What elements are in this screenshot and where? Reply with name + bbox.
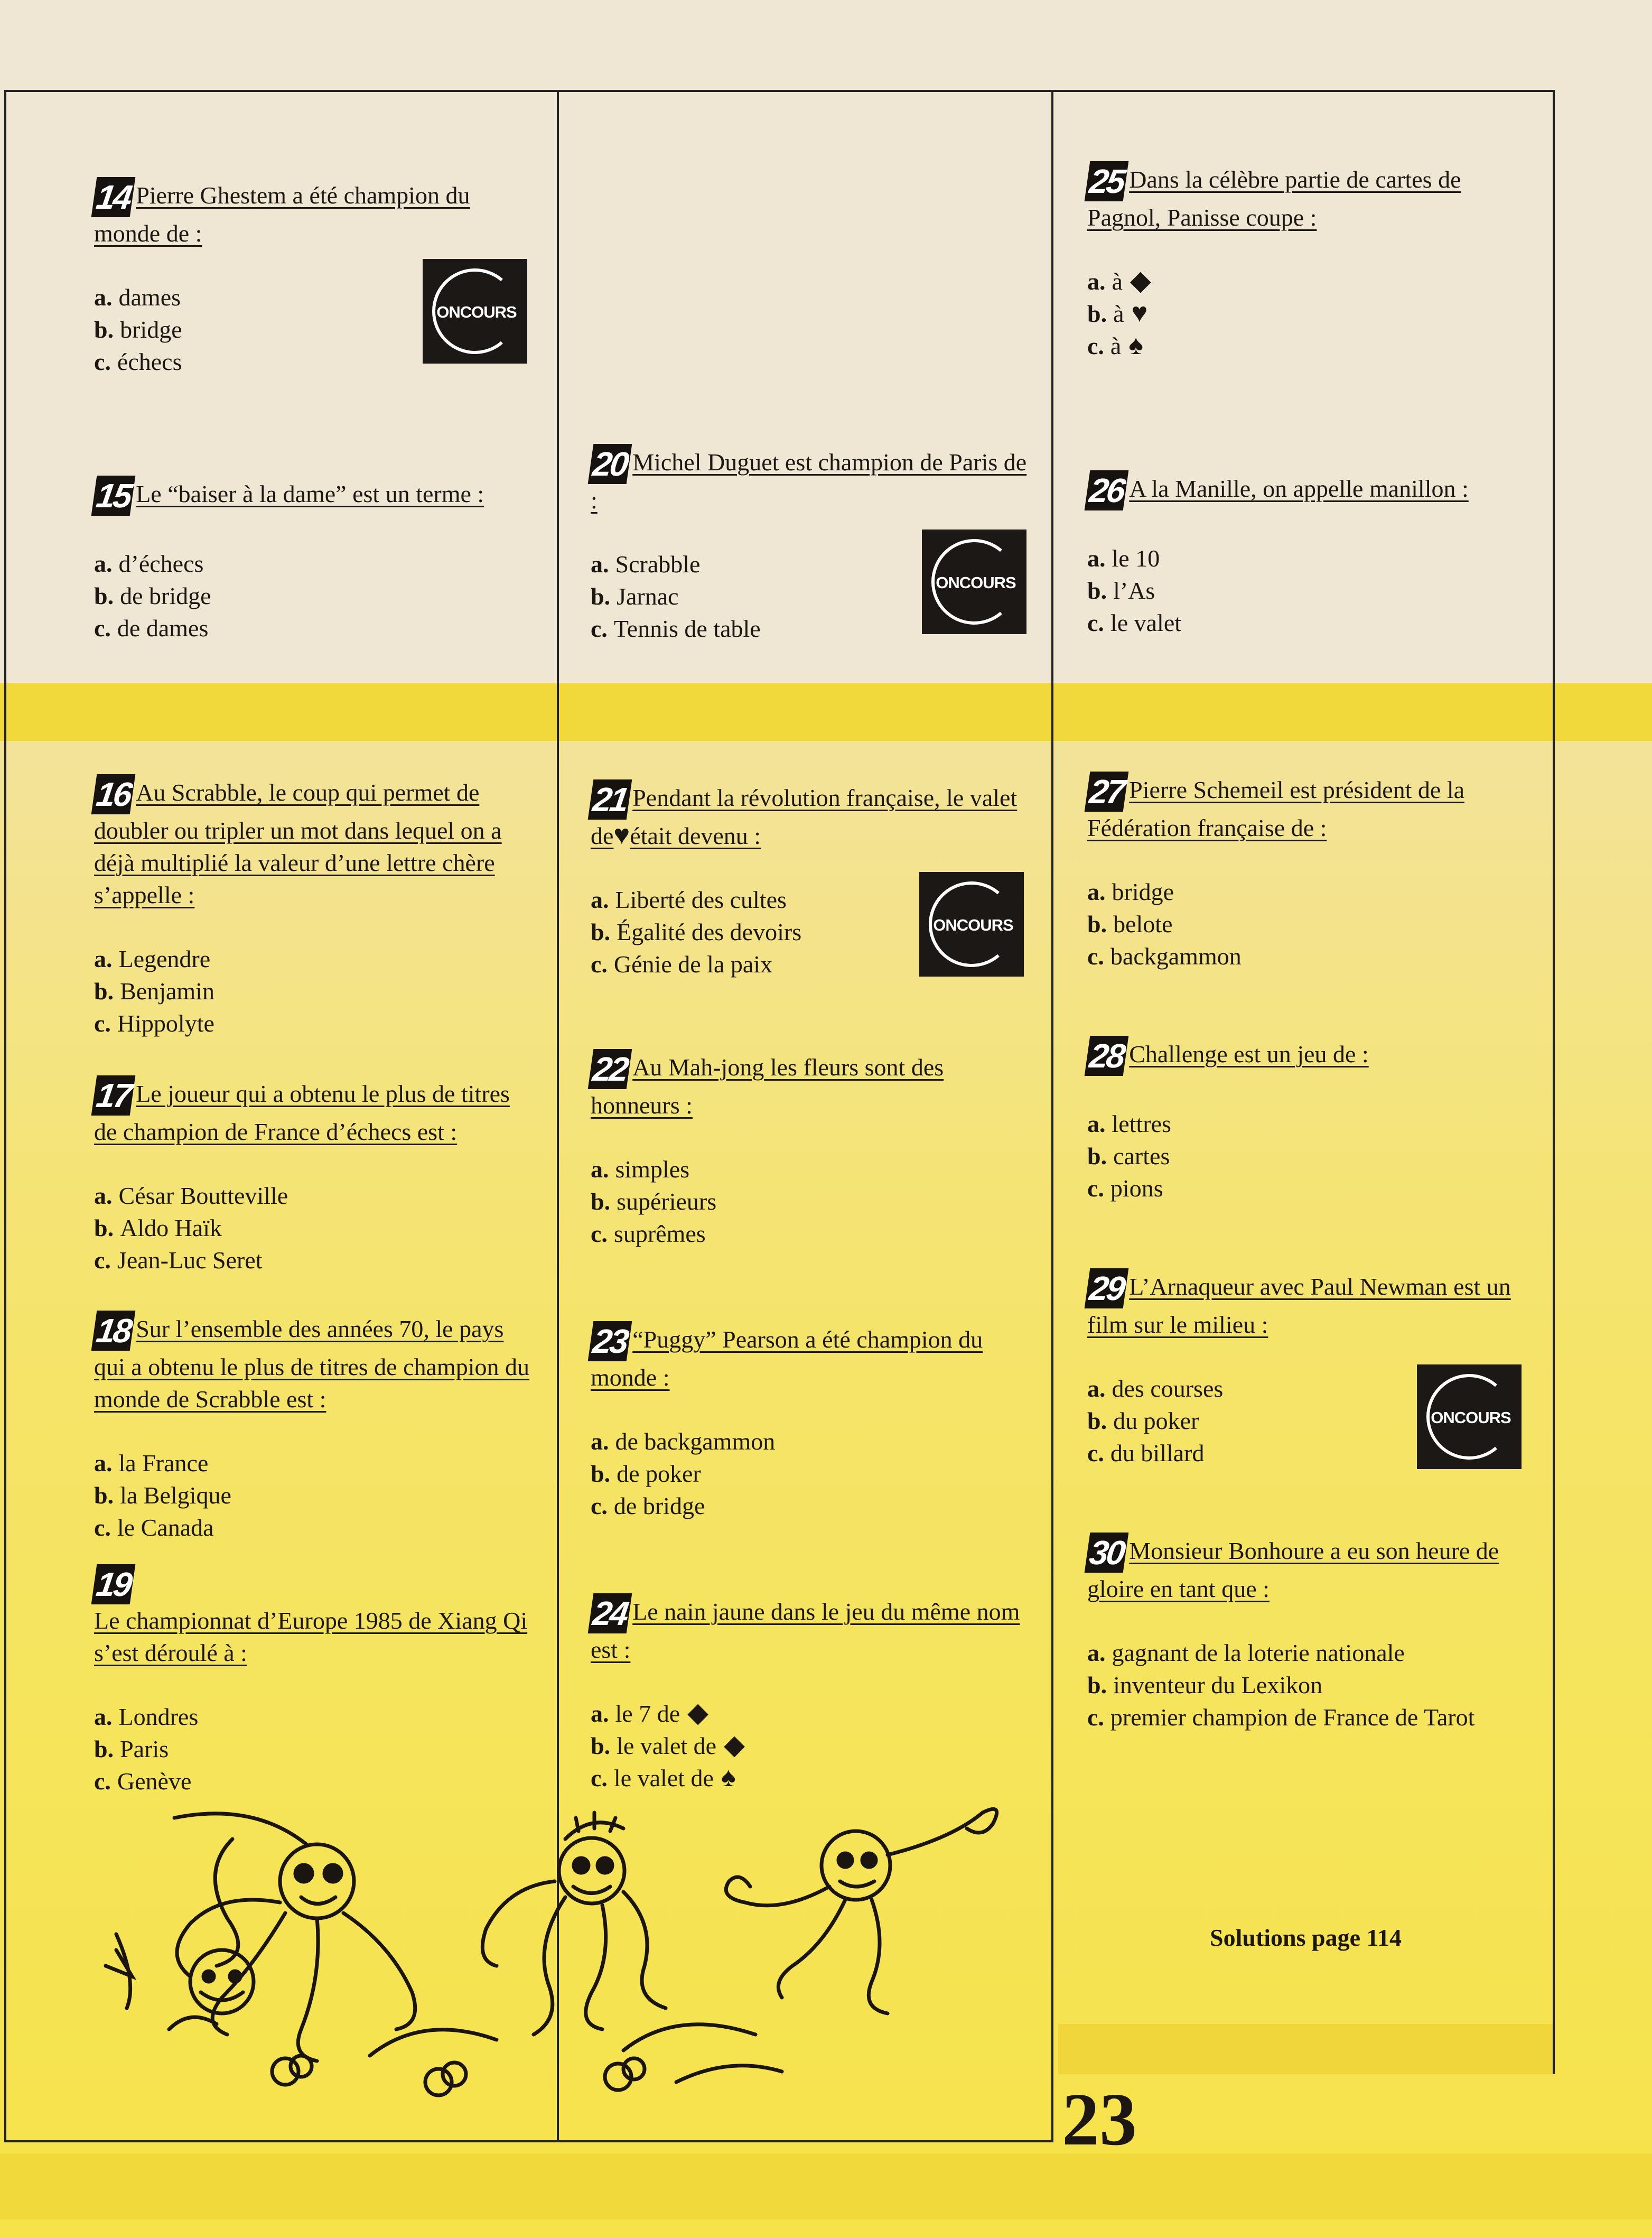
answer-option xyxy=(1087,1172,1526,1204)
answer-option xyxy=(1087,908,1526,940)
question-heading xyxy=(591,1049,1029,1121)
answer-letter: a. xyxy=(1087,268,1106,295)
answer-text: Liberté des cultes xyxy=(615,886,787,913)
answer-text: premier champion de France de Tarot xyxy=(1110,1704,1475,1731)
answer-list xyxy=(591,1697,1029,1794)
answer-letter: b. xyxy=(1087,911,1107,937)
answer-text: lettres xyxy=(1112,1110,1171,1137)
answer-letter: b. xyxy=(94,1214,114,1241)
answer-option xyxy=(94,1212,533,1244)
answer-text: de poker xyxy=(617,1460,701,1487)
question-25 xyxy=(1087,161,1526,362)
answer-text: bridge xyxy=(1112,878,1174,905)
answer-letter: c. xyxy=(94,348,111,375)
answer-text: suprêmes xyxy=(613,1220,706,1247)
answer-letter: a. xyxy=(1087,878,1106,905)
answer-option xyxy=(591,1730,1029,1762)
answer-list xyxy=(94,1180,533,1276)
answer-option xyxy=(591,1425,1029,1457)
answer-text: Paris xyxy=(120,1735,169,1762)
diamond-suit-icon: ◆ xyxy=(1130,266,1151,296)
answer-text: Aldo Haïk xyxy=(120,1214,222,1241)
answer-letter: a. xyxy=(1087,1375,1106,1402)
question-heading xyxy=(591,779,1029,852)
answer-letter: a. xyxy=(1087,545,1106,572)
right-rule xyxy=(1553,90,1555,2074)
answer-option xyxy=(94,1447,533,1479)
answer-option xyxy=(1087,265,1526,298)
answer-letter: b. xyxy=(591,1460,611,1487)
question-23 xyxy=(591,1321,1029,1522)
question-text: “Puggy” Pearson a été champion du monde : xyxy=(591,1326,983,1391)
diamond-suit-icon: ◆ xyxy=(687,1698,709,1728)
answer-letter: c. xyxy=(591,1492,608,1519)
answer-text: Égalité des devoirs xyxy=(617,918,802,945)
answer-letter: b. xyxy=(1087,1143,1107,1169)
concours-c-icon xyxy=(1417,1364,1522,1469)
answer-text: Hippolyte xyxy=(117,1010,214,1037)
question-heading xyxy=(1087,161,1526,234)
question-number-badge: 29 xyxy=(1085,1268,1129,1308)
answer-option xyxy=(94,1701,533,1733)
answer-letter: c. xyxy=(94,1247,111,1274)
answer-option xyxy=(1087,1669,1526,1701)
question-text-before: Pendant la révolution française, le valet de xyxy=(591,784,1018,849)
answer-letter: a. xyxy=(591,1156,609,1183)
question-heading xyxy=(1087,1533,1526,1605)
question-text xyxy=(591,784,1017,849)
concours-logo-text: ONCOURS xyxy=(436,303,517,321)
answer-letter: c. xyxy=(94,1010,111,1037)
answer-text: Jean-Luc Seret xyxy=(117,1247,263,1274)
question-17 xyxy=(94,1075,533,1276)
answer-text: bridge xyxy=(120,316,182,343)
question-heading xyxy=(94,774,533,911)
question-text: Monsieur Bonhoure a eu son heure de gloire en tant que : xyxy=(1087,1537,1499,1602)
answer-letter: a. xyxy=(94,1182,113,1209)
answer-letter: c. xyxy=(591,1220,608,1247)
question-number-badge: 30 xyxy=(1085,1533,1129,1573)
answer-option xyxy=(94,943,533,975)
concours-logo-q29 xyxy=(1417,1364,1522,1469)
answer-text: Genève xyxy=(117,1768,192,1795)
concours-c-icon xyxy=(919,872,1024,977)
answer-option xyxy=(94,1765,533,1797)
question-number-badge: 25 xyxy=(1085,161,1129,201)
answer-text: dames xyxy=(118,284,181,311)
octopus-cartoon-illustration xyxy=(95,1807,1025,2103)
answer-list xyxy=(94,547,533,644)
question-heading xyxy=(591,1321,1029,1394)
answer-text: du poker xyxy=(1113,1407,1199,1434)
concours-logo-text: ONCOURS xyxy=(936,573,1016,592)
question-text: L’Arnaqueur avec Paul Newman est un film sur le milieu : xyxy=(1087,1273,1511,1338)
answer-text: Génie de la paix xyxy=(613,951,773,978)
answer-letter: c. xyxy=(1087,609,1104,636)
answer-option xyxy=(1087,330,1526,362)
answer-text: le 7 de xyxy=(615,1700,680,1727)
question-heading xyxy=(591,1593,1029,1666)
answer-option xyxy=(1087,607,1526,639)
answer-letter: c. xyxy=(1087,332,1104,359)
answer-letter: a. xyxy=(94,945,113,972)
yellow-stripe-bottom-right xyxy=(1058,2024,1555,2074)
answer-letter: c. xyxy=(1087,1704,1104,1731)
answer-text: Jarnac xyxy=(617,583,679,610)
answer-letter: c. xyxy=(1087,1175,1104,1202)
question-24 xyxy=(591,1593,1029,1794)
question-text: Pierre Schemeil est président de la Fédération française de : xyxy=(1087,776,1465,841)
question-30 xyxy=(1087,1533,1526,1733)
answer-option xyxy=(1087,876,1526,908)
answer-text: le valet de xyxy=(613,1765,714,1791)
answer-option xyxy=(94,1511,533,1544)
concours-logo-text: ONCOURS xyxy=(933,916,1013,934)
answer-option xyxy=(591,1185,1029,1218)
answer-option xyxy=(1087,1701,1526,1733)
question-16 xyxy=(94,774,533,1039)
answer-list xyxy=(1087,876,1526,972)
answer-text: d’échecs xyxy=(118,550,204,577)
question-number-badge: 24 xyxy=(588,1593,632,1633)
answer-text: de backgammon xyxy=(615,1428,776,1455)
answer-text: de bridge xyxy=(613,1492,705,1519)
answer-option xyxy=(591,1457,1029,1490)
answer-letter: a. xyxy=(94,550,113,577)
question-number-badge: 22 xyxy=(588,1049,632,1089)
question-text: Au Mah-jong les fleurs sont des honneurs : xyxy=(591,1054,944,1119)
answer-option xyxy=(591,1762,1029,1794)
answer-letter: b. xyxy=(1087,1671,1107,1698)
top-rule xyxy=(4,90,1555,92)
answer-list xyxy=(1087,265,1526,362)
divider-2 xyxy=(1051,90,1053,2141)
answer-text: à xyxy=(1112,268,1123,295)
answer-option xyxy=(94,547,533,580)
heart-suit-icon: ♥ xyxy=(1131,298,1148,328)
question-heading xyxy=(591,444,1029,516)
question-text: Sur l’ensemble des années 70, le pays qui a obtenu le plus de titres de champion du monde de Scrabble est : xyxy=(94,1315,529,1413)
answer-option xyxy=(591,1697,1029,1730)
concours-c-icon xyxy=(922,530,1026,634)
answer-text: le valet de xyxy=(617,1732,717,1759)
answer-letter: b. xyxy=(1087,577,1107,604)
answer-letter: c. xyxy=(94,1514,111,1541)
page-number: 23 xyxy=(1062,2077,1137,2161)
answer-letter: b. xyxy=(94,582,114,609)
answer-text: supérieurs xyxy=(617,1188,717,1215)
answer-option xyxy=(1087,574,1526,607)
question-number-badge: 19 xyxy=(91,1564,136,1604)
question-text: A la Manille, on appelle manillon : xyxy=(1129,475,1469,502)
question-text: Dans la célèbre partie de cartes de Pagnol, Panisse coupe : xyxy=(1087,166,1461,231)
answer-letter: c. xyxy=(591,615,608,642)
solutions-reference: Solutions page 114 xyxy=(1210,1924,1402,1951)
answer-text: le valet xyxy=(1110,609,1182,636)
question-heading xyxy=(1087,772,1526,844)
answer-list xyxy=(94,943,533,1039)
answer-letter: a. xyxy=(591,1700,609,1727)
answer-option xyxy=(94,580,533,612)
answer-text: de bridge xyxy=(120,582,211,609)
bottom-rule xyxy=(4,2140,1053,2142)
answer-text: Londres xyxy=(118,1703,199,1730)
answer-letter: c. xyxy=(1087,943,1104,970)
answer-option xyxy=(94,1479,533,1511)
question-text: Au Scrabble, le coup qui permet de doubler ou tripler un mot dans lequel on a déjà multiplié la valeur d’une lettre chère s’appelle : xyxy=(94,779,502,908)
answer-letter: a. xyxy=(1087,1639,1106,1666)
answer-option xyxy=(1087,542,1526,574)
answer-list xyxy=(1087,542,1526,639)
question-text: Le nain jaune dans le jeu du même nom est : xyxy=(591,1598,1020,1663)
answer-text: échecs xyxy=(117,348,182,375)
answer-option xyxy=(94,975,533,1007)
answer-letter: b. xyxy=(591,583,611,610)
question-18 xyxy=(94,1311,533,1544)
answer-text: Tennis de table xyxy=(613,615,761,642)
concours-logo-q21 xyxy=(919,872,1024,977)
answer-text: le 10 xyxy=(1112,545,1160,572)
answer-list xyxy=(591,1153,1029,1250)
answer-letter: b. xyxy=(1087,300,1107,327)
question-19 xyxy=(94,1564,533,1797)
answer-text: simples xyxy=(615,1156,690,1183)
question-15 xyxy=(94,476,533,644)
answer-option xyxy=(94,1180,533,1212)
answer-option xyxy=(1087,940,1526,972)
question-text: Le championnat d’Europe 1985 de Xiang Qi s’est déroulé à : xyxy=(94,1607,528,1666)
answer-letter: c. xyxy=(94,1768,111,1795)
yellow-stripe-footer xyxy=(0,2153,1652,2220)
answer-text: de dames xyxy=(117,615,209,642)
question-number-badge: 17 xyxy=(91,1075,136,1116)
answer-letter: b. xyxy=(1087,1407,1107,1434)
answer-letter: b. xyxy=(591,1188,611,1215)
answer-option xyxy=(1087,1108,1526,1140)
answer-option xyxy=(591,1490,1029,1522)
answer-letter: a. xyxy=(591,551,609,578)
diamond-suit-icon: ◆ xyxy=(724,1730,745,1760)
question-heading xyxy=(94,1311,533,1415)
heart-suit-icon: ♥ xyxy=(613,820,630,850)
answer-option xyxy=(591,1218,1029,1250)
answer-text: des courses xyxy=(1112,1375,1224,1402)
answer-letter: b. xyxy=(94,316,114,343)
question-text: Challenge est un jeu de : xyxy=(1129,1041,1369,1067)
answer-text: pions xyxy=(1110,1175,1163,1202)
answer-text: cartes xyxy=(1113,1143,1170,1169)
answer-letter: c. xyxy=(94,615,111,642)
answer-option xyxy=(1087,298,1526,330)
question-number-badge: 15 xyxy=(91,476,136,516)
answer-option xyxy=(94,1007,533,1039)
answer-text: à xyxy=(1113,300,1124,327)
answer-letter: c. xyxy=(591,951,608,978)
answer-letter: a. xyxy=(591,1428,609,1455)
spade-suit-icon: ♠ xyxy=(721,1762,736,1793)
concours-logo-q14 xyxy=(423,259,527,364)
answer-option xyxy=(94,1244,533,1276)
answer-letter: b. xyxy=(94,978,114,1005)
answer-text: gagnant de la loterie nationale xyxy=(1112,1639,1405,1666)
answer-option xyxy=(94,1733,533,1765)
answer-letter: c. xyxy=(591,1765,608,1791)
question-number-badge: 23 xyxy=(588,1321,632,1361)
question-heading xyxy=(1087,1036,1526,1076)
question-number-badge: 21 xyxy=(588,779,632,820)
question-number-badge: 26 xyxy=(1085,470,1129,510)
answer-text: le Canada xyxy=(117,1514,214,1541)
question-heading xyxy=(1087,1268,1526,1341)
answer-option xyxy=(1087,1637,1526,1669)
answer-letter: a. xyxy=(94,1703,113,1730)
answer-text: du billard xyxy=(1110,1440,1205,1466)
answer-text: inventeur du Lexikon xyxy=(1113,1671,1323,1698)
question-heading xyxy=(94,177,533,249)
answer-text: César Boutteville xyxy=(118,1182,288,1209)
question-27 xyxy=(1087,772,1526,972)
answer-text: belote xyxy=(1113,911,1173,937)
answer-text: la Belgique xyxy=(120,1482,231,1509)
answer-text: backgammon xyxy=(1110,943,1242,970)
answer-text: à xyxy=(1110,332,1122,359)
question-text-after: était devenu : xyxy=(630,822,761,849)
question-22 xyxy=(591,1049,1029,1250)
concours-logo-text: ONCOURS xyxy=(1431,1408,1511,1427)
answer-letter: c. xyxy=(1087,1440,1104,1466)
question-26 xyxy=(1087,470,1526,639)
question-heading xyxy=(94,1564,533,1669)
answer-letter: b. xyxy=(94,1482,114,1509)
answer-list xyxy=(1087,1637,1526,1733)
question-28 xyxy=(1087,1036,1526,1204)
answer-text: Benjamin xyxy=(120,978,214,1005)
answer-letter: b. xyxy=(591,918,611,945)
answer-letter: b. xyxy=(591,1732,611,1759)
answer-option xyxy=(94,612,533,644)
answer-letter: a. xyxy=(94,284,113,311)
answer-letter: a. xyxy=(94,1450,113,1476)
answer-text: Legendre xyxy=(118,945,211,972)
question-number-badge: 28 xyxy=(1085,1036,1129,1076)
question-number-badge: 18 xyxy=(91,1311,136,1351)
question-number-badge: 20 xyxy=(588,444,632,484)
answer-option xyxy=(591,1153,1029,1185)
answer-list xyxy=(1087,1108,1526,1204)
answer-option xyxy=(1087,1140,1526,1172)
answer-letter: a. xyxy=(1087,1110,1106,1137)
yellow-stripe-top xyxy=(0,683,1652,741)
question-heading xyxy=(1087,470,1526,510)
answer-letter: b. xyxy=(94,1735,114,1762)
question-text: Michel Duguet est champion de Paris de : xyxy=(591,449,1027,514)
answer-text: l’As xyxy=(1113,577,1155,604)
question-number-badge: 16 xyxy=(91,774,136,814)
question-heading xyxy=(94,476,533,516)
left-rule xyxy=(4,90,6,2141)
question-number-badge: 14 xyxy=(91,177,136,217)
question-text: Le joueur qui a obtenu le plus de titres de champion de France d’échecs est : xyxy=(94,1080,510,1145)
answer-letter: a. xyxy=(591,886,609,913)
answer-text: la France xyxy=(118,1450,209,1476)
question-text: Pierre Ghestem a été champion du monde de : xyxy=(94,182,470,247)
spade-suit-icon: ♠ xyxy=(1128,330,1143,360)
question-heading xyxy=(94,1075,533,1148)
answer-list xyxy=(591,1425,1029,1522)
concours-logo-q20 xyxy=(922,530,1026,634)
answer-list xyxy=(94,1701,533,1797)
question-text: Le “baiser à la dame” est un terme : xyxy=(136,480,484,507)
answer-text: Scrabble xyxy=(615,551,701,578)
answer-list xyxy=(94,1447,533,1544)
concours-c-icon xyxy=(423,259,527,364)
question-number-badge: 27 xyxy=(1085,772,1129,812)
